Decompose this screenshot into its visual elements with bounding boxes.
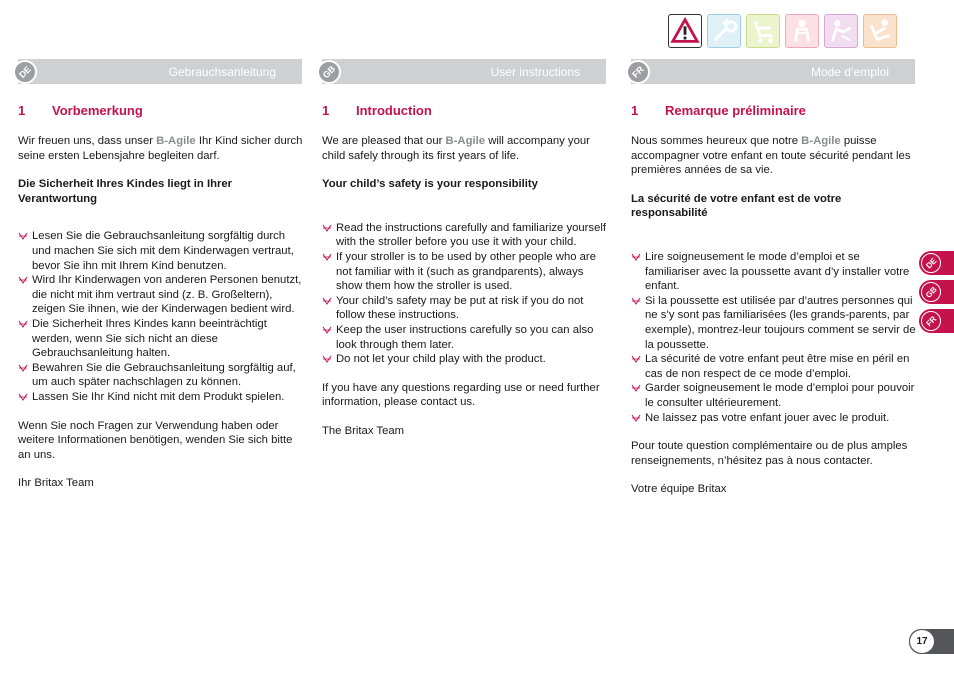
heading-gb: 1 Introduction [322, 103, 432, 118]
list-item: La sécurité de votre enfant peut être mise en péril en cas de non respect de ce mode d’emploi. [631, 352, 916, 381]
arrow-icon [18, 275, 28, 285]
safety-title-de: Die Sicherheit Ihres Kindes liegt in Ihrer Verantwortung [18, 178, 233, 205]
closing-fr: Pour toute question complémentaire ou de plus amples renseignements, n’hésitez pas à nous contacter. [631, 440, 908, 467]
arrow-icon [18, 319, 28, 329]
warning-icon [668, 14, 702, 48]
arrow-icon [322, 252, 332, 262]
instruction-list-de [18, 229, 303, 404]
list-item: Die Sicherheit Ihres Kindes kann beeinträchtigt werden, wenn Sie sich nicht an diese Gebrauchsanleitung halten. [18, 317, 303, 361]
team-de: Ihr Britax Team [18, 477, 94, 490]
safety-title-gb: Your child’s safety is your responsibility [322, 178, 538, 191]
team-gb: The Britax Team [322, 424, 405, 437]
column-gb [322, 134, 607, 439]
column-fr [631, 134, 916, 497]
arrow-icon [631, 252, 641, 262]
list-item: Bewahren Sie die Gebrauchsanleitung sorgfältig auf, um auch später nachschlagen zu können. [18, 361, 303, 390]
safety-title-fr: La sécurité de votre enfant est de votre responsabilité [631, 192, 842, 220]
list-item: Your child’s safety may be put at risk if you do not follow these instructions. [322, 294, 607, 323]
page-number: 17 [909, 629, 935, 654]
list-item: Si la poussette est utilisée par d’autres personnes qui ne s’y sont pas familiarisées (les grands-parents, par exemple), montrez-leur toujours comment se servir de la poussette. [631, 294, 916, 352]
list-item: If your stroller is to be used by other people who are not familiar with it (such as grandparents), always show them how the stroller is used. [322, 250, 607, 294]
arrow-icon [631, 296, 641, 306]
list-item: Garder soigneusement le mode d’emploi pour pouvoir le consulter ultérieurement. [631, 381, 916, 410]
section-bar-gb [322, 59, 606, 84]
arrow-icon [18, 392, 28, 402]
bar-title-fr: Mode d’emploi [810, 65, 889, 79]
section-bar-fr [631, 59, 915, 84]
heading-fr: 1 Remarque préliminaire [631, 103, 806, 118]
bar-title-de: Gebrauchsanleitung [168, 65, 276, 79]
arrow-icon [322, 354, 332, 364]
closing-de: Wenn Sie noch Fragen zur Verwendung haben oder weitere Informationen benötigen, wenden Sie sich bitte an uns. [18, 419, 293, 461]
instruction-list-gb [322, 221, 607, 367]
list-item: Lassen Sie Ihr Kind nicht mit dem Produkt spielen. [18, 390, 303, 405]
column-de [18, 134, 303, 491]
language-tag-gb: GB [312, 55, 346, 89]
intro-de: Wir freuen uns, dass unser B-Agile Ihr Kind sicher durch seine ersten Lebensjahre begleiten darf. [18, 135, 303, 162]
arrow-icon [322, 223, 332, 233]
language-tag-de: DE [8, 55, 42, 89]
list-item: Lesen Sie die Gebrauchsanleitung sorgfältig durch und machen Sie sich mit dem Kinderwagen vertraut, bevor Sie ihn mit Ihrem Kind benutzen. [18, 229, 303, 273]
pictogram-row [668, 14, 897, 48]
list-item: Ne laissez pas votre enfant jouer avec le produit. [631, 411, 916, 426]
side-tab-de[interactable]: DE [919, 251, 954, 275]
arrow-icon [631, 354, 641, 364]
arrow-icon [631, 383, 641, 393]
car-seat-icon [863, 14, 897, 48]
intro-fr: Nous sommes heureux que notre B-Agile puisse accompagner votre enfant en toute sécurité pendant les premières années de sa vie. [631, 135, 911, 177]
instruction-list-fr [631, 250, 916, 425]
arrow-icon [322, 325, 332, 335]
team-fr: Votre équipe Britax [631, 483, 727, 496]
intro-gb: We are pleased that our B-Agile will accompany your child safely through its first years of life. [322, 135, 590, 162]
list-item: Wird Ihr Kinderwagen von anderen Personen benutzt, die nicht mit ihm vertraut sind (z. B. Großeltern), zeigen Sie ihnen, wie der Kinderwagen bedient wird. [18, 273, 303, 317]
arrow-icon [18, 363, 28, 373]
section-bar-de [18, 59, 302, 84]
child-icon [785, 14, 819, 48]
heading-de: 1 Vorbemerkung [18, 103, 143, 118]
list-item: Read the instructions carefully and familiarize yourself with the stroller before you use it with your child. [322, 221, 607, 250]
stroller-icon [746, 14, 780, 48]
closing-gb: If you have any questions regarding use or need further information, please contact us. [322, 381, 600, 409]
list-item: Lire soigneusement le mode d’emploi et se familiariser avec la poussette avant d’y installer votre enfant. [631, 250, 916, 294]
arrow-icon [18, 231, 28, 241]
side-tab-fr[interactable]: FR [919, 309, 954, 333]
wrench-icon [707, 14, 741, 48]
list-item: Do not let your child play with the product. [322, 352, 607, 367]
bar-title-gb: User instructions [490, 65, 580, 79]
lap-belt-icon [824, 14, 858, 48]
side-tab-gb[interactable]: GB [919, 280, 954, 304]
list-item: Keep the user instructions carefully so you can also look through them later. [322, 323, 607, 352]
arrow-icon [631, 413, 641, 423]
arrow-icon [322, 296, 332, 306]
language-tag-fr: FR [621, 55, 655, 89]
